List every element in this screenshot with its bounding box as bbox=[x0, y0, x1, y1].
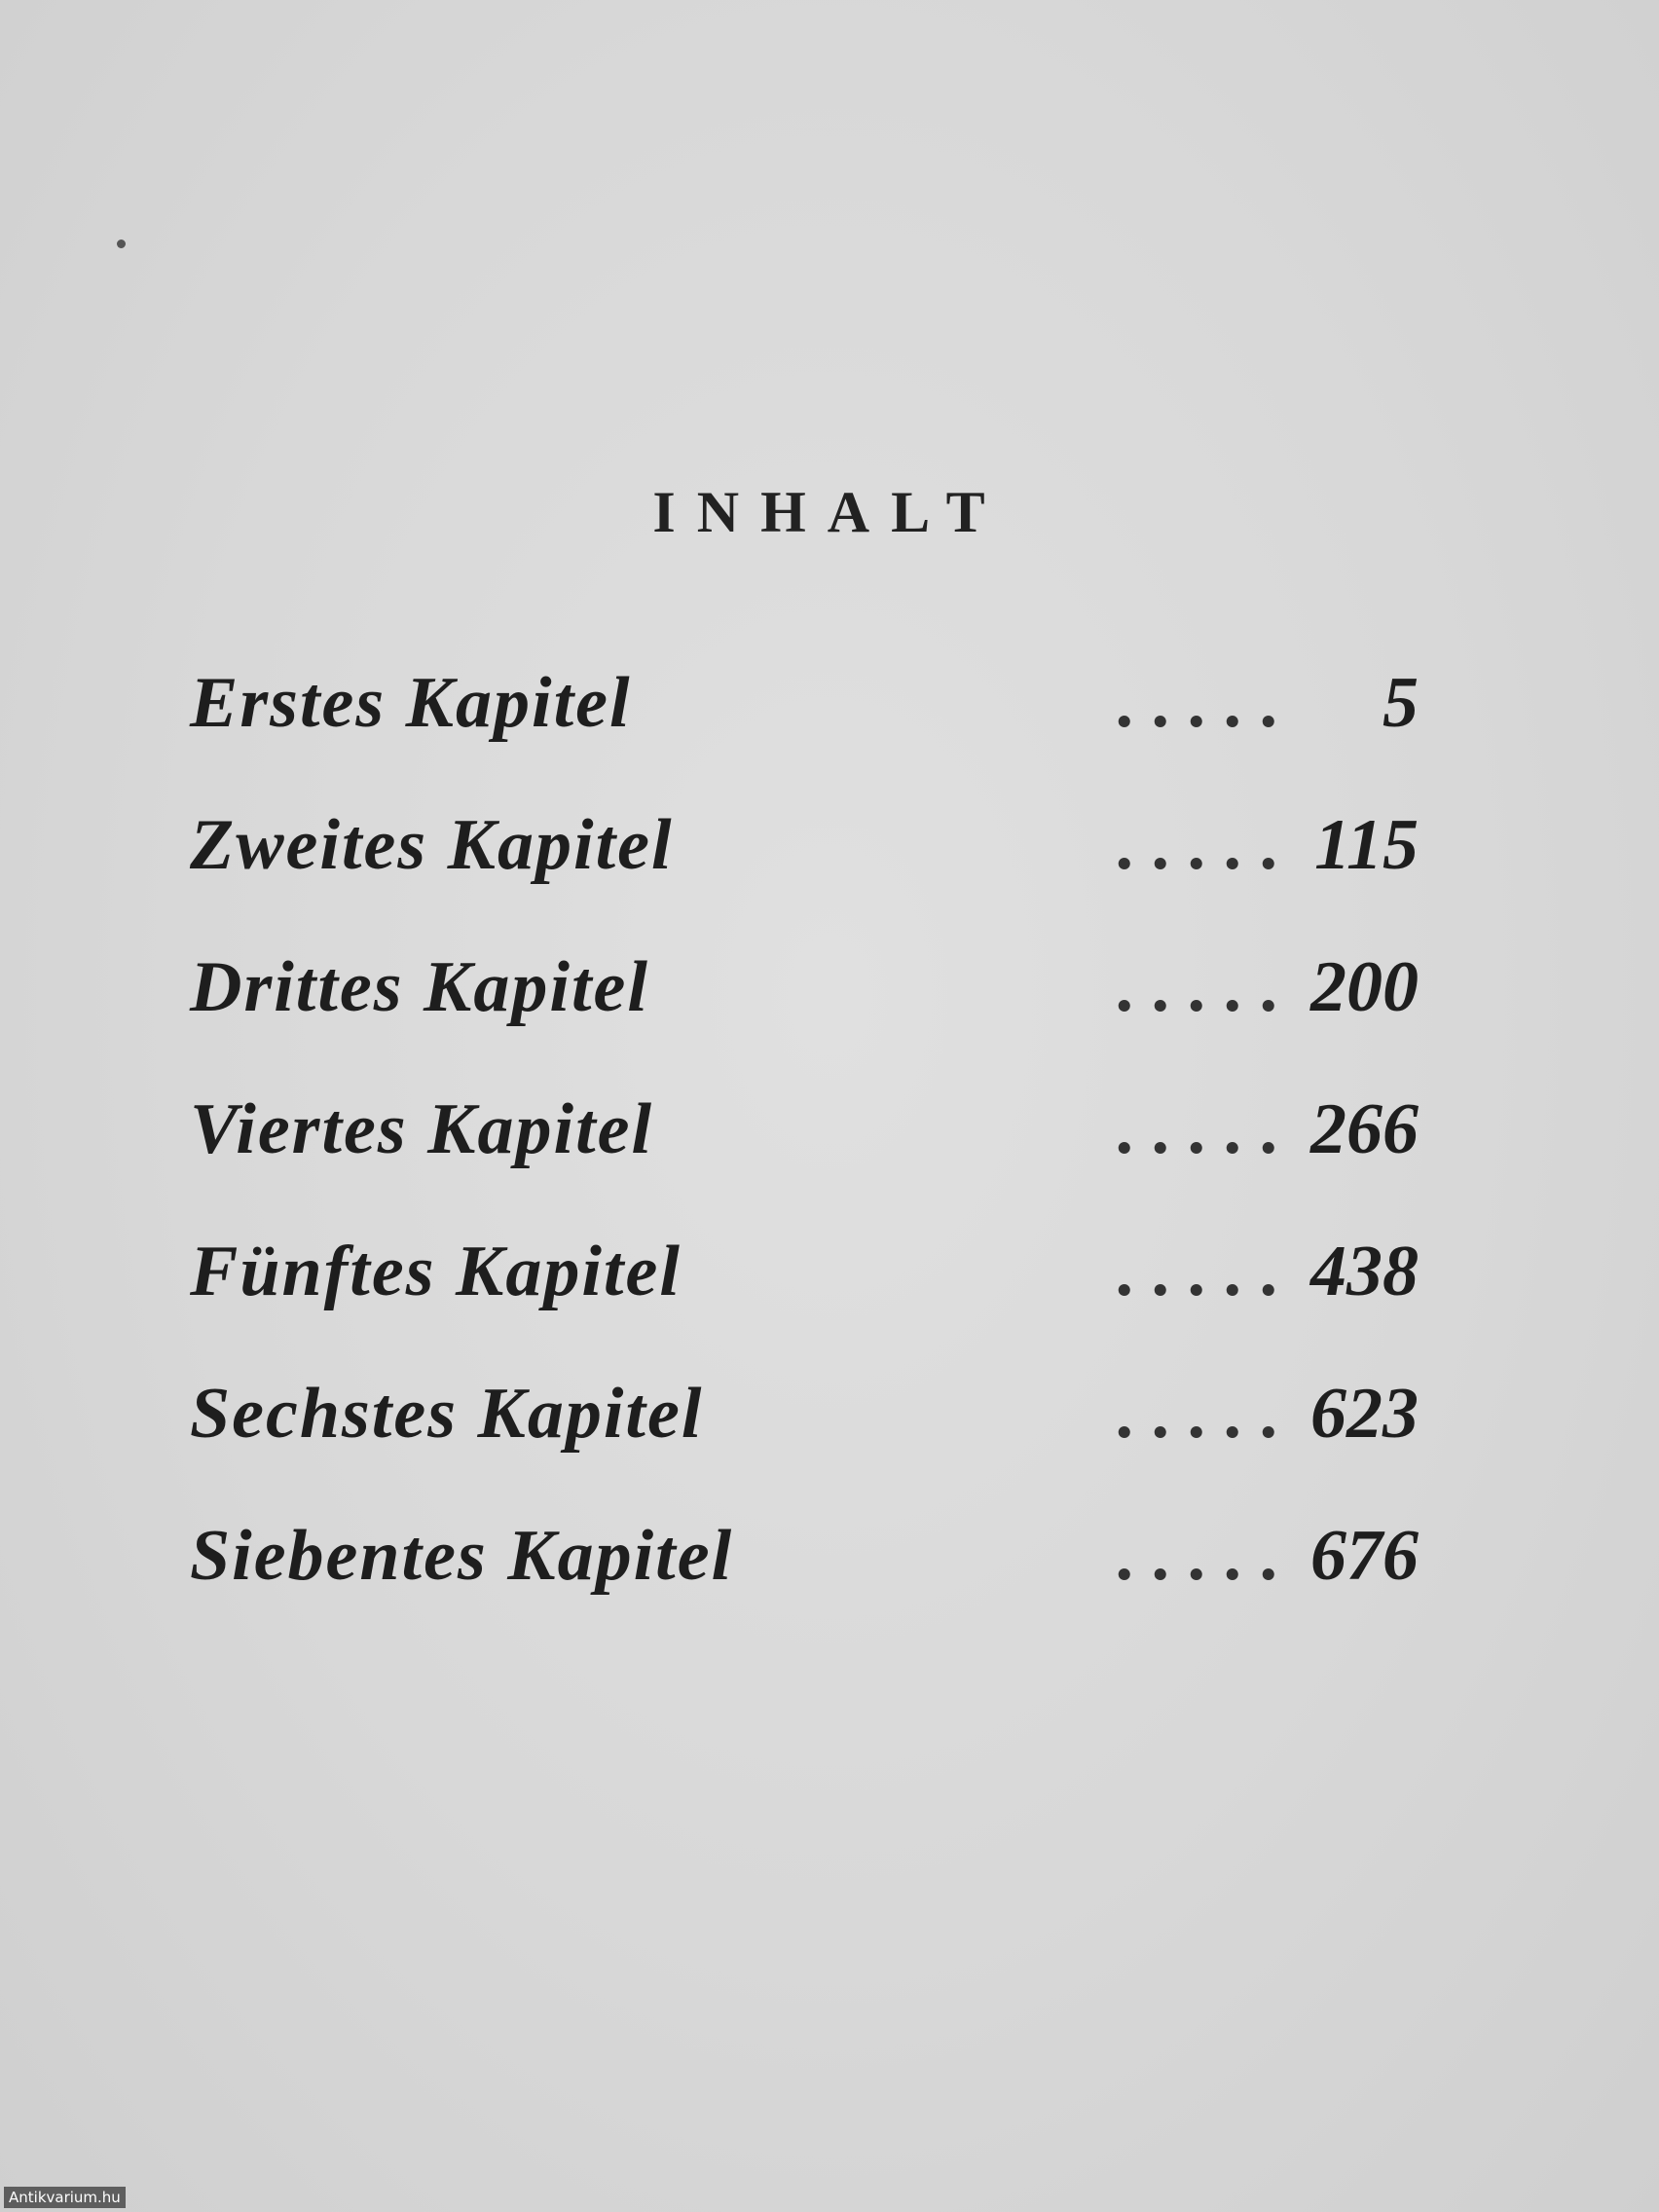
page-number: 438 bbox=[1310, 1232, 1419, 1311]
leader-dots: . . . . . bbox=[1115, 1089, 1277, 1169]
leader-dots: . . . . . bbox=[1115, 1374, 1277, 1454]
page-number: 676 bbox=[1310, 1516, 1419, 1596]
table-of-contents bbox=[190, 662, 1419, 1657]
toc-entry bbox=[190, 1515, 1419, 1657]
chapter-title: Siebentes Kapitel bbox=[190, 1516, 734, 1596]
page-number: 115 bbox=[1314, 805, 1419, 885]
page-number: 5 bbox=[1382, 663, 1419, 743]
page-number: 623 bbox=[1310, 1374, 1419, 1454]
chapter-title: Viertes Kapitel bbox=[190, 1089, 654, 1169]
page-number: 266 bbox=[1310, 1089, 1419, 1169]
leader-dots: . . . . . bbox=[1115, 1232, 1277, 1311]
toc-entry bbox=[190, 1088, 1419, 1231]
toc-entry bbox=[190, 1231, 1419, 1373]
chapter-title: Erstes Kapitel bbox=[190, 663, 632, 743]
page-title: INHALT bbox=[652, 480, 1007, 544]
watermark: Antikvarium.hu bbox=[4, 2187, 126, 2208]
chapter-title: Fünftes Kapitel bbox=[190, 1232, 682, 1311]
toc-entry bbox=[190, 662, 1419, 804]
chapter-title: Drittes Kapitel bbox=[190, 947, 649, 1027]
chapter-title: Sechstes Kapitel bbox=[190, 1374, 704, 1454]
leader-dots: . . . . . bbox=[1115, 663, 1277, 743]
ink-speck bbox=[117, 240, 126, 248]
leader-dots: . . . . . bbox=[1115, 805, 1277, 885]
leader-dots: . . . . . bbox=[1115, 1516, 1277, 1596]
leader-dots: . . . . . bbox=[1115, 947, 1277, 1027]
toc-entry bbox=[190, 946, 1419, 1088]
chapter-title: Zweites Kapitel bbox=[190, 805, 674, 885]
toc-entry bbox=[190, 1373, 1419, 1515]
page-number: 200 bbox=[1310, 947, 1419, 1027]
toc-entry bbox=[190, 804, 1419, 946]
